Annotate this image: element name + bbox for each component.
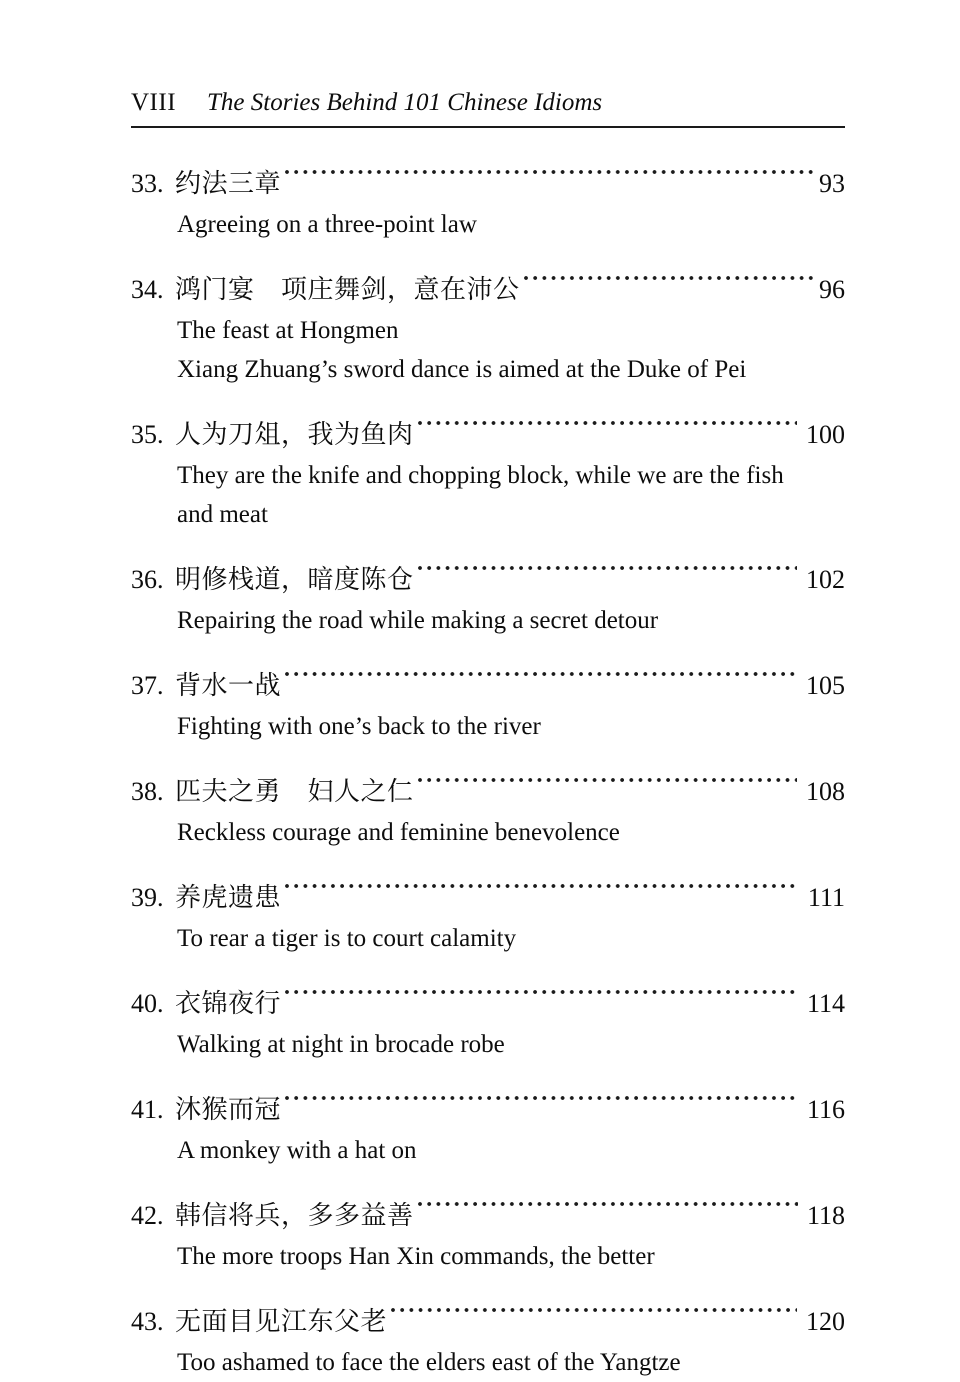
book-title: The Stories Behind 101 Chinese Idioms [207,89,603,116]
toc-entry-headline [131,1290,845,1342]
dot-leader [281,866,799,906]
toc-entry-headline [131,760,845,812]
toc-entry-english-title [177,1237,817,1276]
toc-entry-page-number[interactable]: 108 [806,777,845,806]
toc-entry[interactable] [131,654,845,746]
toc-entry-page-number[interactable]: 111 [807,883,845,912]
toc-entry-chinese-title: 人为刀俎，我为鱼肉 [175,420,414,450]
toc-entry-page-number[interactable]: 102 [806,565,845,594]
toc-entry-english-line: Agreeing on a three-point law [177,211,477,238]
toc-entry-number: 42. [131,1201,164,1230]
toc-entry[interactable] [131,258,845,389]
toc-entry[interactable] [131,1078,845,1170]
dot-leader [414,1184,798,1224]
toc-entry-page-number[interactable]: 118 [806,1201,845,1230]
dot-leader [414,548,797,588]
toc-entry-english-title [177,1343,817,1382]
toc-entry[interactable] [131,866,845,958]
toc-entry-number: 34. [131,275,164,304]
toc-entry-english-title [177,311,817,389]
toc-entry[interactable] [131,152,845,244]
toc-entry-english-title [177,601,817,640]
toc-entry-english-title [177,1025,817,1064]
dot-leader [281,152,816,192]
toc-entry-number: 37. [131,671,164,700]
toc-entry-number: 38. [131,777,164,806]
dot-leader [414,403,797,443]
toc-entry-page-number[interactable]: 96 [819,275,845,304]
toc-entry-chinese-title: 匹夫之勇 妇人之仁 [175,777,414,807]
toc-entry-chinese-title: 韩信将兵，多多益善 [175,1201,414,1231]
toc-entry-chinese-title: 无面目见江东父老 [175,1307,388,1337]
toc-entry-page-number[interactable]: 100 [806,420,845,449]
toc-entry-english-line: The more troops Han Xin commands, the better [177,1243,655,1270]
toc-entry-headline [131,972,845,1024]
toc-entry-english-line: Repairing the road while making a secret detour [177,607,659,634]
toc-entry-english-title [177,813,817,852]
toc-entry-english-title [177,707,817,746]
toc-entry-number: 41. [131,1095,164,1124]
dot-leader [281,972,798,1012]
toc-entry-headline [131,258,845,310]
toc-entry-english-line: The feast at Hongmen [177,317,399,344]
dot-leader [387,1290,797,1330]
toc-entry[interactable] [131,760,845,852]
toc-entry-page-number[interactable]: 114 [806,989,845,1018]
dot-leader [520,258,816,298]
toc-entry[interactable] [131,1290,845,1382]
toc-entry-number: 39. [131,883,164,912]
dot-leader [414,760,797,800]
toc-entry-english-line: To rear a tiger is to court calamity [177,925,517,952]
toc-entry-english-line: Xiang Zhuang’s sword dance is aimed at the Duke of Pei [177,356,747,383]
toc-entry[interactable] [131,972,845,1064]
toc-entry-english-title [177,1131,817,1170]
toc-entry[interactable] [131,403,845,534]
toc-entry-chinese-title: 沐猴而冠 [175,1095,282,1125]
toc-entry-chinese-title: 鸿门宴 项庄舞剑，意在沛公 [175,275,520,305]
toc-entry-headline [131,152,845,204]
toc-entry-english-line: Walking at night in brocade robe [177,1031,505,1058]
toc-entry-english-title [177,205,817,244]
dot-leader [281,1078,798,1118]
toc-entry-chinese-title: 明修栈道，暗度陈仓 [175,565,414,595]
toc-entry-number: 43. [131,1307,164,1336]
toc-entry-page-number[interactable]: 120 [806,1307,845,1336]
toc-entry-page-number[interactable]: 105 [806,671,845,700]
toc-entry-chinese-title: 衣锦夜行 [175,989,282,1019]
toc-entry-headline [131,403,845,455]
toc-entry-english-line: Fighting with one’s back to the river [177,713,541,740]
toc-entry-headline [131,654,845,706]
toc-entry-headline [131,866,845,918]
toc-entry-english-line: A monkey with a hat on [177,1137,417,1164]
toc-entry-english-title [177,456,817,534]
toc-entry-headline [131,1078,845,1130]
toc-entry-english-line: They are the knife and chopping block, while we are the fish and meat [177,462,784,528]
header-rule [131,126,845,128]
toc-entry-chinese-title: 背水一战 [175,671,282,701]
toc-entry-page-number[interactable]: 93 [819,169,845,198]
toc-entry-english-line: Too ashamed to face the elders east of the Yangtze [177,1349,681,1376]
table-of-contents [131,152,845,1382]
toc-entry-number: 40. [131,989,164,1018]
toc-entry[interactable] [131,548,845,640]
toc-entry-number: 36. [131,565,164,594]
dot-leader [281,654,797,694]
page-folio: VIII [131,89,177,116]
toc-entry-number: 33. [131,169,164,198]
toc-entry-page-number[interactable]: 116 [806,1095,845,1124]
toc-entry-headline [131,548,845,600]
toc-entry-english-line: Reckless courage and feminine benevolence [177,819,620,846]
toc-entry[interactable] [131,1184,845,1276]
toc-entry-headline [131,1184,845,1236]
toc-entry-english-title [177,919,817,958]
toc-entry-number: 35. [131,420,164,449]
running-head [131,90,845,115]
toc-entry-chinese-title: 养虎遗患 [175,883,282,913]
toc-entry-chinese-title: 约法三章 [175,169,282,199]
